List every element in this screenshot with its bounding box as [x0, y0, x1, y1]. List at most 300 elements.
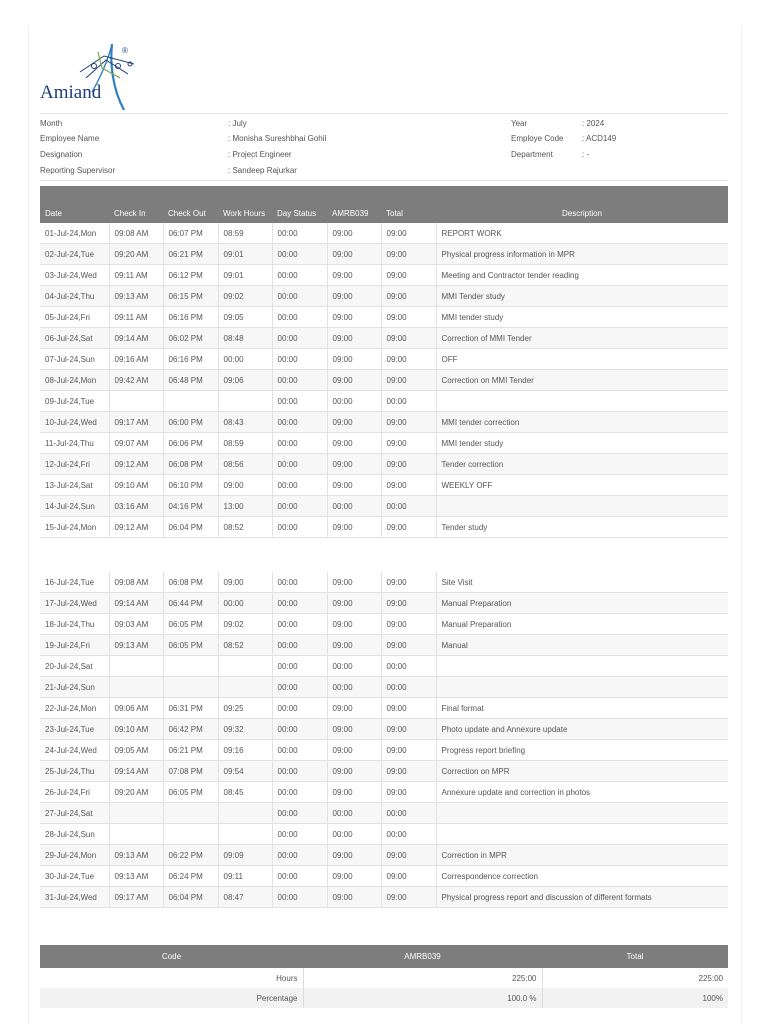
cell-amrb039: 09:00 — [327, 740, 381, 761]
cell-description: Tender study — [436, 517, 728, 538]
cell-total: 00:00 — [381, 656, 436, 677]
employee-name-label: Employee Name — [40, 134, 100, 143]
cell-check-out — [163, 824, 218, 845]
attendance-table-part2 — [40, 572, 728, 908]
cell-check-out: 06:05 PM — [163, 635, 218, 656]
cell-description: Annexure update and correction in photos — [436, 782, 728, 803]
cell-amrb039: 09:00 — [327, 761, 381, 782]
cell-date: 10-Jul-24,Wed — [40, 412, 109, 433]
cell-check-in: 09:42 AM — [109, 370, 163, 391]
cell-check-out: 06:05 PM — [163, 614, 218, 635]
cell-total: 09:00 — [381, 593, 436, 614]
cell-date: 15-Jul-24,Mon — [40, 517, 109, 538]
cell-description: WEEKLY OFF — [436, 475, 728, 496]
column-header-day-status: Day Status — [272, 186, 327, 223]
cell-day-status: 00:00 — [272, 761, 327, 782]
cell-work-hours: 09:01 — [218, 244, 272, 265]
cell-day-status: 00:00 — [272, 496, 327, 517]
designation-value: : Project Engineer — [228, 150, 292, 159]
cell-day-status: 00:00 — [272, 635, 327, 656]
cell-date: 12-Jul-24,Fri — [40, 454, 109, 475]
cell-work-hours — [218, 656, 272, 677]
cell-amrb039: 00:00 — [327, 656, 381, 677]
summary-row-hours — [40, 968, 728, 988]
employee-code-label: Employe Code — [511, 134, 564, 143]
cell-amrb039: 00:00 — [327, 803, 381, 824]
cell-check-out: 06:02 PM — [163, 328, 218, 349]
cell-date: 14-Jul-24,Sun — [40, 496, 109, 517]
table-row — [40, 677, 728, 698]
attendance-table-part1 — [40, 186, 728, 538]
table-row — [40, 635, 728, 656]
cell-total: 00:00 — [381, 496, 436, 517]
cell-date: 30-Jul-24,Tue — [40, 866, 109, 887]
cell-amrb039: 09:00 — [327, 614, 381, 635]
cell-check-out: 06:07 PM — [163, 223, 218, 244]
cell-total: 09:00 — [381, 635, 436, 656]
cell-day-status: 00:00 — [272, 656, 327, 677]
cell-amrb039: 09:00 — [327, 307, 381, 328]
registered-mark: ® — [122, 46, 128, 55]
summary-table — [40, 945, 728, 1008]
cell-work-hours — [218, 803, 272, 824]
cell-check-in: 09:08 AM — [109, 572, 163, 593]
cell-day-status: 00:00 — [272, 698, 327, 719]
cell-work-hours: 08:56 — [218, 454, 272, 475]
column-header-description: Description — [436, 186, 728, 223]
cell-work-hours: 09:11 — [218, 866, 272, 887]
cell-day-status: 00:00 — [272, 677, 327, 698]
table-row — [40, 572, 728, 593]
cell-check-out — [163, 803, 218, 824]
cell-check-in: 09:13 AM — [109, 845, 163, 866]
cell-work-hours: 08:59 — [218, 433, 272, 454]
cell-amrb039: 09:00 — [327, 286, 381, 307]
cell-check-in: 09:20 AM — [109, 244, 163, 265]
cell-amrb039: 09:00 — [327, 244, 381, 265]
cell-amrb039: 09:00 — [327, 593, 381, 614]
cell-description: Correction of MMI Tender — [436, 328, 728, 349]
cell-date: 20-Jul-24,Sat — [40, 656, 109, 677]
cell-check-out: 06:00 PM — [163, 412, 218, 433]
cell-amrb039: 00:00 — [327, 677, 381, 698]
table-row — [40, 433, 728, 454]
cell-day-status: 00:00 — [272, 803, 327, 824]
cell-description: Final format — [436, 698, 728, 719]
cell-description: Correction on MMI Tender — [436, 370, 728, 391]
cell-check-in — [109, 656, 163, 677]
cell-check-in: 09:06 AM — [109, 698, 163, 719]
cell-description: MMI Tender study — [436, 286, 728, 307]
table-row — [40, 265, 728, 286]
cell-amrb039: 09:00 — [327, 782, 381, 803]
table-row — [40, 614, 728, 635]
cell-description: Site Visit — [436, 572, 728, 593]
cell-amrb039: 09:00 — [327, 866, 381, 887]
cell-description: Meeting and Contractor tender reading — [436, 265, 728, 286]
cell-date: 05-Jul-24,Fri — [40, 307, 109, 328]
cell-work-hours: 08:48 — [218, 328, 272, 349]
cell-check-in: 09:13 AM — [109, 635, 163, 656]
cell-description — [436, 496, 728, 517]
table-row — [40, 740, 728, 761]
divider — [40, 180, 728, 181]
cell-total: 09:00 — [381, 349, 436, 370]
cell-date: 09-Jul-24,Tue — [40, 391, 109, 412]
cell-check-out: 06:10 PM — [163, 475, 218, 496]
cell-date: 28-Jul-24,Sun — [40, 824, 109, 845]
table-row — [40, 719, 728, 740]
table-row — [40, 454, 728, 475]
table-row — [40, 782, 728, 803]
cell-date: 17-Jul-24,Wed — [40, 593, 109, 614]
cell-check-out: 06:12 PM — [163, 265, 218, 286]
cell-date: 24-Jul-24,Wed — [40, 740, 109, 761]
cell-date: 01-Jul-24,Mon — [40, 223, 109, 244]
cell-work-hours: 00:00 — [218, 593, 272, 614]
cell-day-status: 00:00 — [272, 433, 327, 454]
cell-amrb039: 09:00 — [327, 223, 381, 244]
cell-work-hours: 08:52 — [218, 517, 272, 538]
cell-check-out: 04:16 PM — [163, 496, 218, 517]
cell-work-hours: 09:06 — [218, 370, 272, 391]
cell-day-status: 00:00 — [272, 887, 327, 908]
cell-amrb039: 09:00 — [327, 887, 381, 908]
cell-check-out — [163, 677, 218, 698]
cell-check-in: 09:13 AM — [109, 286, 163, 307]
cell-description: Physical progress information in MPR — [436, 244, 728, 265]
cell-amrb039: 09:00 — [327, 349, 381, 370]
cell-amrb039: 09:00 — [327, 572, 381, 593]
cell-day-status: 00:00 — [272, 824, 327, 845]
cell-date: 27-Jul-24,Sat — [40, 803, 109, 824]
cell-work-hours: 09:02 — [218, 614, 272, 635]
cell-total: 09:00 — [381, 740, 436, 761]
cell-day-status: 00:00 — [272, 572, 327, 593]
cell-total: 09:00 — [381, 244, 436, 265]
cell-date: 23-Jul-24,Tue — [40, 719, 109, 740]
table-row — [40, 845, 728, 866]
cell-amrb039: 09:00 — [327, 635, 381, 656]
cell-total: 09:00 — [381, 475, 436, 496]
column-header-date: Date — [40, 186, 109, 223]
cell-work-hours: 13:00 — [218, 496, 272, 517]
table-row — [40, 887, 728, 908]
cell-date: 26-Jul-24,Fri — [40, 782, 109, 803]
cell-amrb039: 00:00 — [327, 496, 381, 517]
cell-amrb039: 09:00 — [327, 517, 381, 538]
cell-date: 16-Jul-24,Tue — [40, 572, 109, 593]
cell-day-status: 00:00 — [272, 328, 327, 349]
summary-value-amrb039: 100.0 % — [303, 988, 542, 1008]
cell-total: 00:00 — [381, 803, 436, 824]
cell-total: 09:00 — [381, 719, 436, 740]
cell-description: Correspondence correction — [436, 866, 728, 887]
cell-day-status: 00:00 — [272, 244, 327, 265]
cell-amrb039: 09:00 — [327, 719, 381, 740]
cell-date: 03-Jul-24,Wed — [40, 265, 109, 286]
attendance-rows-part1 — [40, 223, 728, 538]
table-row — [40, 698, 728, 719]
cell-description: Tender correction — [436, 454, 728, 475]
cell-check-in: 09:20 AM — [109, 782, 163, 803]
cell-description: OFF — [436, 349, 728, 370]
cell-check-out: 06:21 PM — [163, 740, 218, 761]
cell-description: Physical progress report and discussion of different formats — [436, 887, 728, 908]
company-logo-text: Amiand — [40, 82, 102, 103]
cell-total: 09:00 — [381, 517, 436, 538]
cell-check-in: 09:12 AM — [109, 454, 163, 475]
cell-day-status: 00:00 — [272, 454, 327, 475]
cell-check-out: 07:08 PM — [163, 761, 218, 782]
company-logo — [40, 38, 150, 114]
cell-work-hours: 08:45 — [218, 782, 272, 803]
summary-label: Percentage — [40, 988, 303, 1008]
cell-day-status: 00:00 — [272, 517, 327, 538]
cell-description: Progress report briefing — [436, 740, 728, 761]
cell-check-in: 03:16 AM — [109, 496, 163, 517]
cell-check-out: 06:44 PM — [163, 593, 218, 614]
cell-check-in: 09:17 AM — [109, 412, 163, 433]
cell-day-status: 00:00 — [272, 845, 327, 866]
cell-description: MMI tender study — [436, 307, 728, 328]
cell-amrb039: 09:00 — [327, 370, 381, 391]
cell-day-status: 00:00 — [272, 223, 327, 244]
cell-check-in: 09:14 AM — [109, 328, 163, 349]
cell-date: 19-Jul-24,Fri — [40, 635, 109, 656]
column-header-total: Total — [381, 186, 436, 223]
cell-total: 09:00 — [381, 433, 436, 454]
cell-work-hours: 09:05 — [218, 307, 272, 328]
cell-work-hours: 09:25 — [218, 698, 272, 719]
employee-code-value: : ACD149 — [582, 134, 617, 143]
cell-check-in — [109, 803, 163, 824]
cell-total: 09:00 — [381, 614, 436, 635]
cell-work-hours: 08:47 — [218, 887, 272, 908]
summary-header-amrb039: AMRB039 — [303, 945, 542, 968]
summary-header-total: Total — [542, 945, 728, 968]
cell-work-hours — [218, 391, 272, 412]
cell-total: 00:00 — [381, 391, 436, 412]
cell-total: 09:00 — [381, 454, 436, 475]
cell-day-status: 00:00 — [272, 391, 327, 412]
cell-check-out — [163, 391, 218, 412]
cell-work-hours: 09:00 — [218, 475, 272, 496]
cell-day-status: 00:00 — [272, 740, 327, 761]
cell-description — [436, 677, 728, 698]
cell-date: 21-Jul-24,Sun — [40, 677, 109, 698]
cell-check-in: 09:10 AM — [109, 475, 163, 496]
cell-day-status: 00:00 — [272, 475, 327, 496]
cell-amrb039: 09:00 — [327, 412, 381, 433]
cell-work-hours — [218, 677, 272, 698]
cell-check-out: 06:08 PM — [163, 572, 218, 593]
cell-check-in: 09:05 AM — [109, 740, 163, 761]
cell-check-out: 06:04 PM — [163, 517, 218, 538]
cell-description — [436, 656, 728, 677]
table-row — [40, 391, 728, 412]
cell-day-status: 00:00 — [272, 370, 327, 391]
table-row — [40, 761, 728, 782]
cell-description — [436, 824, 728, 845]
cell-work-hours — [218, 824, 272, 845]
cell-day-status: 00:00 — [272, 614, 327, 635]
cell-date: 13-Jul-24,Sat — [40, 475, 109, 496]
cell-check-in: 09:07 AM — [109, 433, 163, 454]
cell-check-out: 06:06 PM — [163, 433, 218, 454]
cell-check-in: 09:13 AM — [109, 866, 163, 887]
cell-total: 00:00 — [381, 677, 436, 698]
cell-description: MMI tender study — [436, 433, 728, 454]
cell-amrb039: 09:00 — [327, 845, 381, 866]
cell-total: 00:00 — [381, 824, 436, 845]
cell-check-in: 09:14 AM — [109, 761, 163, 782]
summary-label: Hours — [40, 968, 303, 988]
cell-check-in: 09:17 AM — [109, 887, 163, 908]
cell-check-out: 06:08 PM — [163, 454, 218, 475]
year-value: : 2024 — [582, 119, 605, 128]
cell-check-out: 06:21 PM — [163, 244, 218, 265]
cell-description: Correction on MPR — [436, 761, 728, 782]
cell-total: 09:00 — [381, 370, 436, 391]
cell-day-status: 00:00 — [272, 412, 327, 433]
table-row — [40, 517, 728, 538]
cell-total: 09:00 — [381, 887, 436, 908]
table-row — [40, 803, 728, 824]
cell-check-in: 09:11 AM — [109, 307, 163, 328]
supervisor-label: Reporting Supervisor — [40, 166, 116, 175]
cell-date: 02-Jul-24,Tue — [40, 244, 109, 265]
table-row — [40, 824, 728, 845]
cell-date: 31-Jul-24,Wed — [40, 887, 109, 908]
summary-header-code: Code — [40, 945, 303, 968]
cell-check-out: 06:04 PM — [163, 887, 218, 908]
summary-header-row — [40, 945, 728, 968]
cell-date: 08-Jul-24,Mon — [40, 370, 109, 391]
summary-row-percentage — [40, 988, 728, 1008]
cell-check-out: 06:15 PM — [163, 286, 218, 307]
table-row — [40, 244, 728, 265]
cell-day-status: 00:00 — [272, 593, 327, 614]
cell-description: Correction in MPR — [436, 845, 728, 866]
table-row — [40, 349, 728, 370]
cell-check-in: 09:16 AM — [109, 349, 163, 370]
cell-date: 11-Jul-24,Thu — [40, 433, 109, 454]
column-header-work-hours: Work Hours — [218, 186, 272, 223]
cell-work-hours: 09:32 — [218, 719, 272, 740]
table-row — [40, 328, 728, 349]
cell-amrb039: 09:00 — [327, 698, 381, 719]
table-header-row — [40, 186, 728, 223]
cell-amrb039: 09:00 — [327, 265, 381, 286]
table-row — [40, 656, 728, 677]
cell-check-in: 09:11 AM — [109, 265, 163, 286]
cell-work-hours: 09:00 — [218, 572, 272, 593]
cell-date: 06-Jul-24,Sat — [40, 328, 109, 349]
cell-total: 09:00 — [381, 223, 436, 244]
cell-date: 29-Jul-24,Mon — [40, 845, 109, 866]
cell-day-status: 00:00 — [272, 782, 327, 803]
cell-description: Manual — [436, 635, 728, 656]
cell-total: 09:00 — [381, 572, 436, 593]
table-row — [40, 593, 728, 614]
table-row — [40, 370, 728, 391]
cell-total: 09:00 — [381, 782, 436, 803]
table-row — [40, 307, 728, 328]
table-row — [40, 496, 728, 517]
cell-work-hours: 09:16 — [218, 740, 272, 761]
employee-name-value: : Monisha Sureshbhai Gohil — [228, 134, 327, 143]
cell-check-in — [109, 824, 163, 845]
cell-check-in: 09:12 AM — [109, 517, 163, 538]
cell-check-in: 09:14 AM — [109, 593, 163, 614]
cell-check-out: 06:16 PM — [163, 307, 218, 328]
table-row — [40, 475, 728, 496]
cell-total: 09:00 — [381, 328, 436, 349]
cell-day-status: 00:00 — [272, 265, 327, 286]
cell-date: 07-Jul-24,Sun — [40, 349, 109, 370]
month-label: Month — [40, 119, 63, 128]
cell-work-hours: 09:09 — [218, 845, 272, 866]
cell-work-hours: 09:54 — [218, 761, 272, 782]
cell-total: 09:00 — [381, 761, 436, 782]
cell-check-in: 09:10 AM — [109, 719, 163, 740]
cell-check-out: 06:22 PM — [163, 845, 218, 866]
cell-date: 18-Jul-24,Thu — [40, 614, 109, 635]
cell-work-hours: 00:00 — [218, 349, 272, 370]
year-label: Year — [511, 119, 528, 128]
cell-check-in — [109, 391, 163, 412]
cell-check-out: 06:42 PM — [163, 719, 218, 740]
cell-description: Manual Preparation — [436, 593, 728, 614]
cell-day-status: 00:00 — [272, 307, 327, 328]
cell-amrb039: 09:00 — [327, 454, 381, 475]
table-row — [40, 412, 728, 433]
summary-value-total: 100% — [542, 988, 728, 1008]
cell-total: 09:00 — [381, 845, 436, 866]
cell-check-out: 06:31 PM — [163, 698, 218, 719]
cell-total: 09:00 — [381, 866, 436, 887]
cell-amrb039: 09:00 — [327, 328, 381, 349]
cell-total: 09:00 — [381, 265, 436, 286]
cell-total: 09:00 — [381, 307, 436, 328]
cell-description: Manual Preparation — [436, 614, 728, 635]
divider — [40, 113, 728, 114]
cell-check-in — [109, 677, 163, 698]
cell-work-hours: 08:43 — [218, 412, 272, 433]
cell-check-out: 06:05 PM — [163, 782, 218, 803]
cell-date: 25-Jul-24,Thu — [40, 761, 109, 782]
department-label: Department — [511, 150, 553, 159]
cell-work-hours: 08:59 — [218, 223, 272, 244]
cell-amrb039: 00:00 — [327, 391, 381, 412]
department-value: : - — [582, 150, 590, 159]
cell-description: REPORT WORK — [436, 223, 728, 244]
cell-description — [436, 391, 728, 412]
cell-check-out: 06:16 PM — [163, 349, 218, 370]
cell-check-in: 09:03 AM — [109, 614, 163, 635]
cell-amrb039: 00:00 — [327, 824, 381, 845]
cell-day-status: 00:00 — [272, 719, 327, 740]
cell-work-hours: 09:02 — [218, 286, 272, 307]
cell-description: MMI tender correction — [436, 412, 728, 433]
summary-value-amrb039: 225:00 — [303, 968, 542, 988]
cell-check-out — [163, 656, 218, 677]
cell-check-out: 06:48 PM — [163, 370, 218, 391]
cell-day-status: 00:00 — [272, 349, 327, 370]
cell-work-hours: 08:52 — [218, 635, 272, 656]
cell-amrb039: 09:00 — [327, 433, 381, 454]
